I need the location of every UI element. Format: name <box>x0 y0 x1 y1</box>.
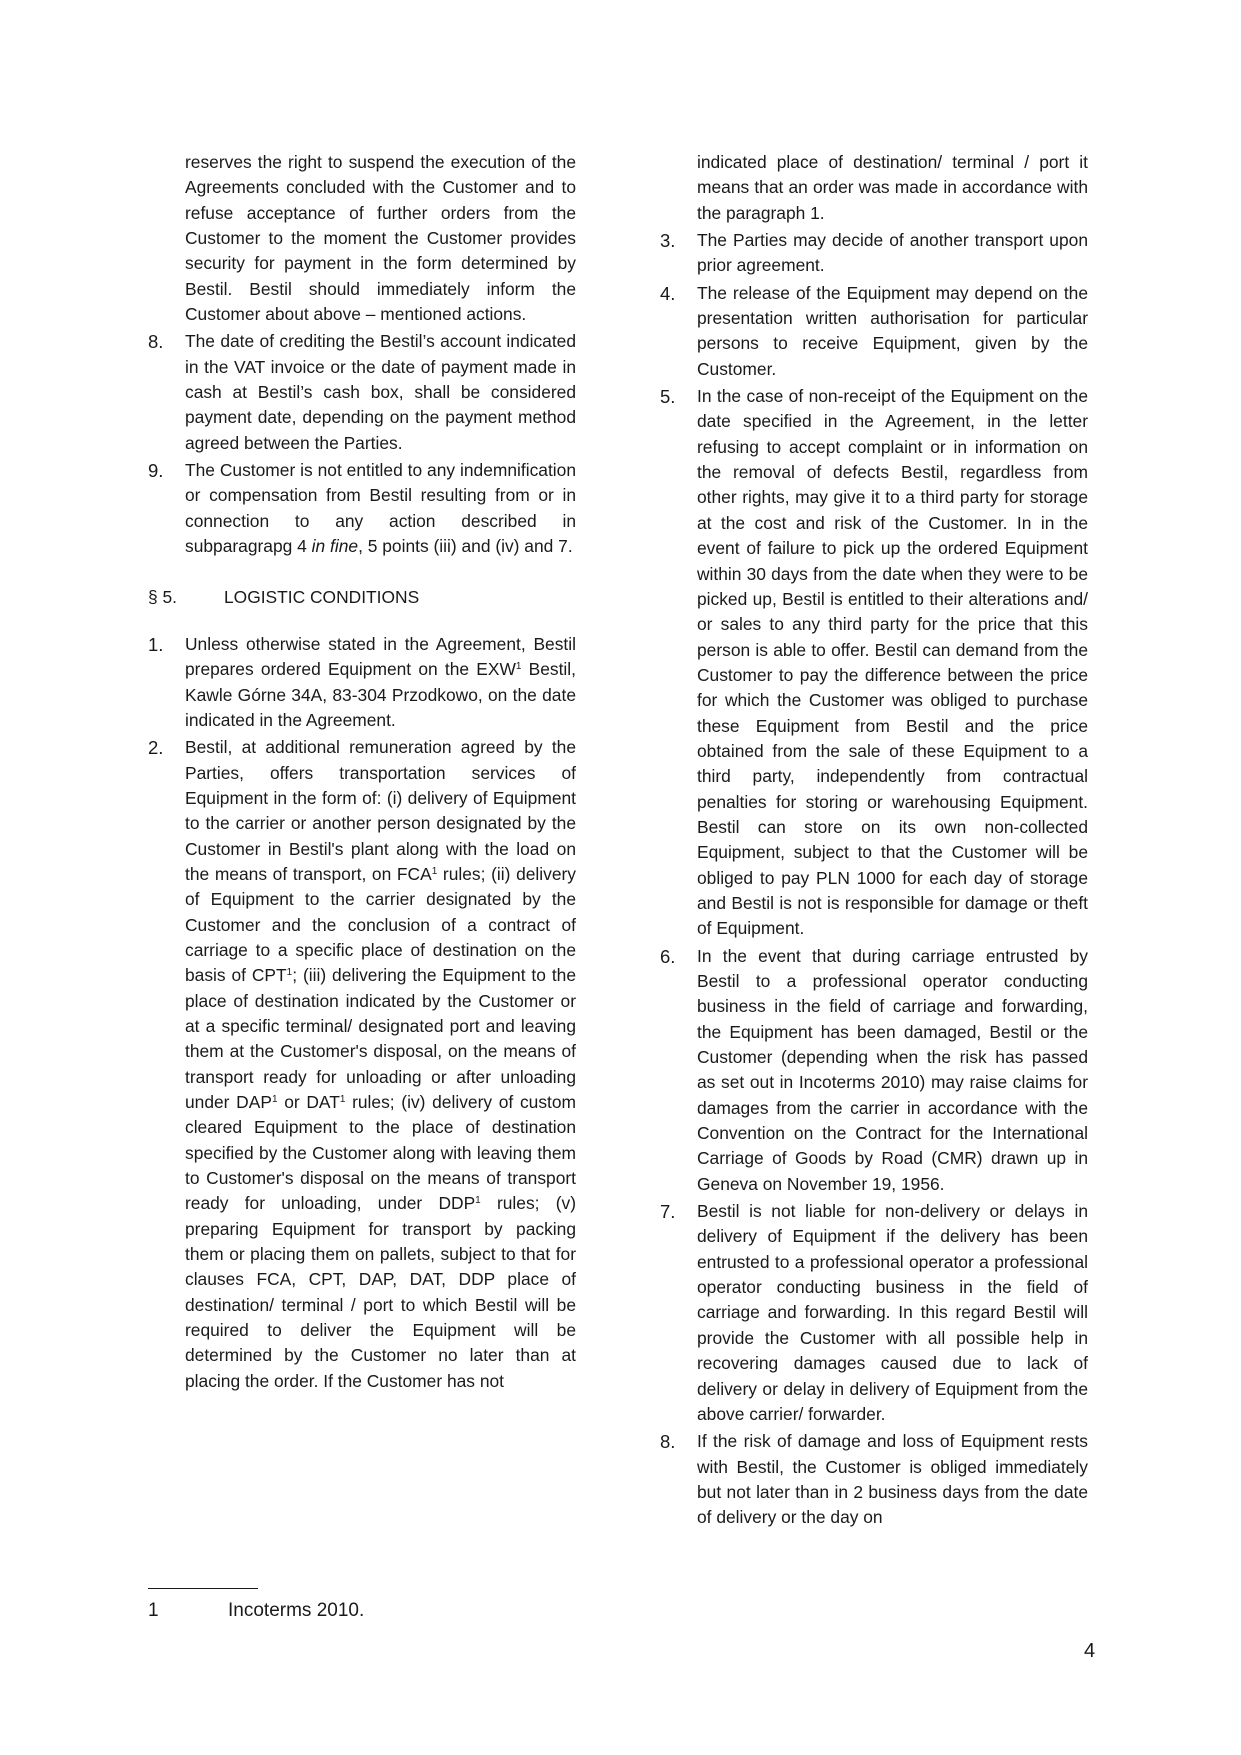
right-item-3 <box>660 228 1088 279</box>
left-column <box>148 150 576 1394</box>
section-item-1 <box>148 632 576 733</box>
footnote-ref: 1 <box>339 1094 346 1106</box>
footnote-ref: 1 <box>431 865 438 877</box>
emphasis-text: in fine <box>311 536 359 557</box>
list-item-text: The release of the Equipment may depend on the presentation written authorisation for particular persons to receive Equipment, given by the Customer. <box>697 282 1088 379</box>
footnote-ref: 1 <box>271 1094 278 1106</box>
right-column <box>660 150 1088 1531</box>
footnote-number: 1 <box>148 1600 159 1621</box>
list-number: 5. <box>660 386 676 408</box>
list-item-text: In the case of non-receipt of the Equipment on the date specified in the Agreement, in the letter refusing to accept complaint or in information on the removal of defects Bestil, regardless from other rights, may give it to a third party for storage at the cost and risk of the Customer. In in the event of failure to pick up the ordered Equipment within 30 days from the date when they were to be picked up, Bestil is entitled to their alterations and/ or sales to any third party for the price that this person is able to offer. Bestil can demand from the Customer to pay the difference between the price for which the Customer was obliged to purchase these Equipment from Bestil and the price obtained from the sale of these Equipment to a third party, independently from contractual penalties for storing or warehousing Equipment. Bestil can store on its own non-collected Equipment, subject to that the Customer will be obliged to pay PLN 1000 for each day of storage and Bestil is not is responsible for damage or theft of Equipment. <box>697 386 1088 939</box>
footnote-ref: 1 <box>475 1195 481 1207</box>
section-heading <box>148 585 576 610</box>
list-number: 9. <box>148 460 164 482</box>
footnote-text: Incoterms 2010. <box>228 1600 365 1621</box>
right-item-8 <box>660 1429 1088 1530</box>
section-title: LOGISTIC CONDITIONS <box>224 586 420 607</box>
list-number: 4. <box>660 282 676 304</box>
right-item-5 <box>660 384 1088 942</box>
list-number: 3. <box>660 230 676 252</box>
page-number: 4 <box>1084 1640 1096 1662</box>
list-item-8 <box>148 329 576 456</box>
footnote-divider <box>148 1588 258 1589</box>
list-item-9 <box>148 458 576 559</box>
list-item-text: rules; (v) preparing Equipment for transport by packing them or placing them on pallets, subject to that for clauses FCA, CPT, DAP, DAT, DDP place of destination/ terminal / port to which Bestil will be required to deliver the Equipment will be determined by the Customer no later than at placing the order. If the Customer has not <box>185 1193 576 1391</box>
footnote-ref: 1 <box>286 967 293 979</box>
list-number: 1. <box>148 633 164 655</box>
list-item-text: rules; (iv) delivery of custom cleared Equipment to the place of destination specified by the Customer along with leaving them to Customer's disposal on the means of transport ready for unloading, under DDP <box>185 1092 576 1214</box>
right-item-7 <box>660 1199 1088 1427</box>
list-item-text: or DAT <box>277 1092 340 1113</box>
section-number: § 5. <box>148 586 178 607</box>
list-number: 7. <box>660 1201 676 1223</box>
list-item-text: Unless otherwise stated in the Agreement, Bestil prepares ordered Equipment on the EXW <box>185 633 576 680</box>
list-item-text: Bestil is not liable for non-delivery or delays in delivery of Equipment if the delivery has been entrusted to a professional operator a professional operator conducting business in the field of carriage and forwarding. In this regard Bestil will provide the Customer with all possible help in recovering damages caused due to lack of delivery or delay in delivery of Equipment from the above carrier/ forwarder. <box>697 1201 1088 1424</box>
list-number: 6. <box>660 945 676 967</box>
list-item-text: In the event that during carriage entrusted by Bestil to a professional operator conducting business in the field of carriage and forwarding, the Equipment has been damaged, Bestil or the Customer (depending when the risk has passed as set out in Incoterms 2010) may raise claims for damages from the carrier in accordance with the Convention on the Contract for the International Carriage of Goods by Road (CMR) drawn up in Geneva on November 19, 1956. <box>697 945 1088 1194</box>
right-item-6 <box>660 944 1088 1197</box>
list-item-text: rules; (ii) delivery of Equipment to the carrier designated by the Customer and the conclusion of a contract of carriage to a specific place of destination on the basis of CPT <box>185 863 576 986</box>
section-item-2 <box>148 735 576 1394</box>
footnote <box>148 1600 364 1622</box>
list-number: 8. <box>660 1431 676 1453</box>
footnote-ref: 1 <box>515 661 522 673</box>
list-item-text: The Parties may decide of another transport upon prior agreement. <box>697 230 1088 276</box>
paragraph-7-continuation: reserves the right to suspend the execution of the Agreements concluded with the Customer and to refuse acceptance of further orders from the Customer to the moment the Customer provides security for payment in the form determined by Bestil. Bestil should immediately inform the Customer about above – mentioned actions. <box>185 152 576 325</box>
list-item-text: The date of crediting the Bestil’s account indicated in the VAT invoice or the date of payment made in cash at Bestil’s cash box, shall be considered payment date, depending on the payment method agreed between the Parties. <box>185 331 576 453</box>
list-item-text: Bestil, Kawle Górne 34A, 83-304 Przodkowo, on the date indicated in the Agreement. <box>185 659 576 730</box>
paragraph-2-continuation: indicated place of destination/ terminal / port it means that an order was made in accordance with the paragraph 1. <box>697 152 1088 223</box>
list-number: 8. <box>148 331 164 353</box>
list-item-text: ; (iii) delivering the Equipment to the place of destination indicated by the Customer or at a specific terminal/ designated port and leaving them at the Customer's disposal, on the means of transport ready for unloading or after unloading under DAP <box>185 965 577 1113</box>
list-item-text: The Customer is not entitled to any indemnification or compensation from Bestil resulting from or in connection to any action described in subparagrapg 4 <box>185 460 576 557</box>
list-item-text: If the risk of damage and loss of Equipment rests with Bestil, the Customer is obliged immediately but not later than in 2 business days from the date of delivery or the day on <box>697 1431 1088 1528</box>
list-item-text: Bestil, at additional remuneration agreed by the Parties, offers transportation services of Equipment in the form of: (i) delivery of Equipment to the carrier or another person designated by the Customer in Bestil's plant along with the load on the means of transport, on FCA <box>185 737 576 884</box>
list-item-text: , 5 points (iii) and (iv) and 7. <box>358 536 573 557</box>
list-number: 2. <box>148 737 164 759</box>
right-item-4 <box>660 281 1088 382</box>
